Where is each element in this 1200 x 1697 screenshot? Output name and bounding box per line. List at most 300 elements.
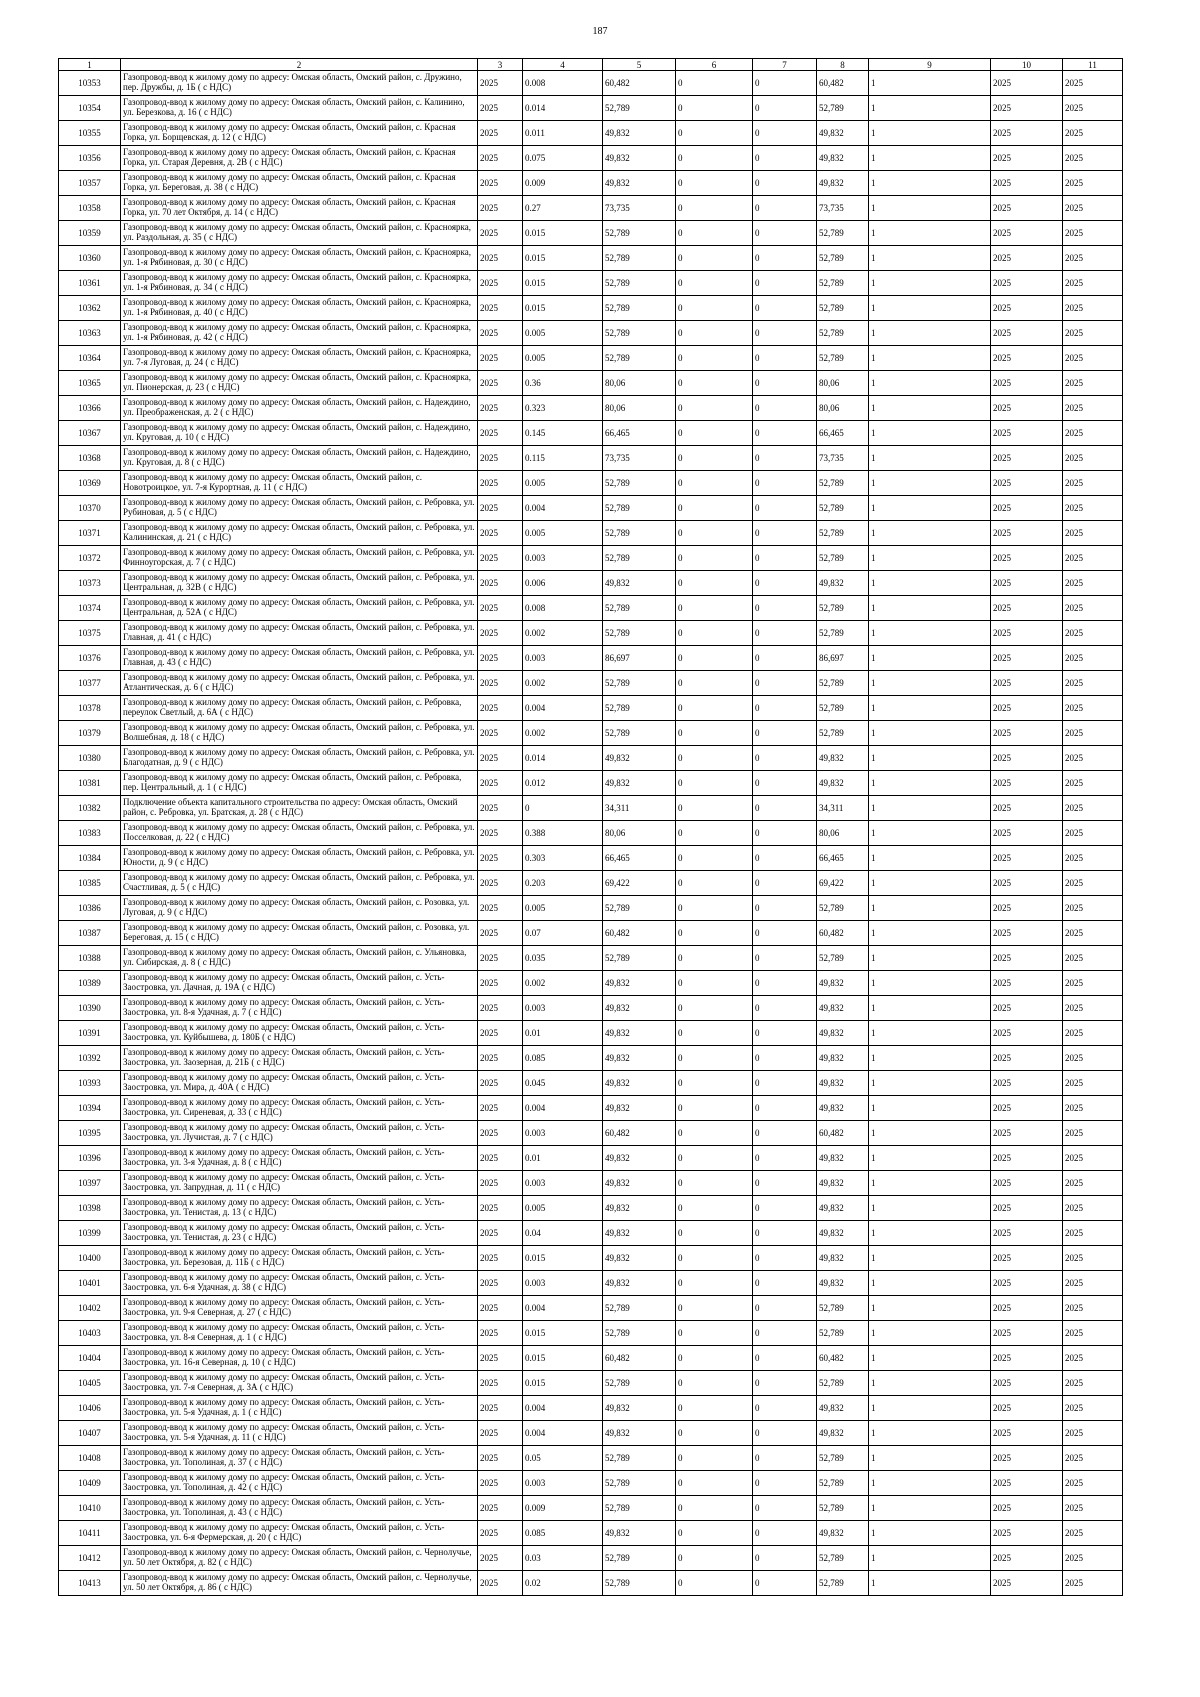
- cell-col-3: 2025: [478, 1396, 523, 1421]
- column-header-4: 4: [523, 59, 603, 71]
- cell-object-name: Газопровод-ввод к жилому дому по адресу: Омская область, Омский район, с. Усть-Заостровка, ул. Дачная, д. 19А ( с НДС): [121, 971, 478, 996]
- table-row: [59, 821, 1123, 846]
- cell-col-8: 52,789: [817, 296, 869, 321]
- cell-col-6: 0: [676, 996, 753, 1021]
- table-row: [59, 696, 1123, 721]
- cell-col-11: 2025: [1063, 1396, 1123, 1421]
- cell-row-number: 10362: [59, 296, 121, 321]
- cell-col-6: 0: [676, 346, 753, 371]
- cell-col-11: 2025: [1063, 1146, 1123, 1171]
- cell-object-name: Газопровод-ввод к жилому дому по адресу: Омская область, Омский район, с. Усть-Заостровка, ул. 8-я Северная, д. 1 ( с НДС): [121, 1321, 478, 1346]
- cell-col-5: 60,482: [603, 921, 676, 946]
- column-header-2: 2: [121, 59, 478, 71]
- cell-col-10: 2025: [991, 1371, 1063, 1396]
- cell-row-number: 10388: [59, 946, 121, 971]
- cell-row-number: 10370: [59, 496, 121, 521]
- cell-col-8: 66,465: [817, 421, 869, 446]
- cell-col-4: 0.075: [523, 146, 603, 171]
- cell-col-3: 2025: [478, 1421, 523, 1446]
- cell-col-8: 52,789: [817, 671, 869, 696]
- cell-row-number: 10410: [59, 1496, 121, 1521]
- cell-col-5: 49,832: [603, 1246, 676, 1271]
- cell-col-10: 2025: [991, 1196, 1063, 1221]
- cell-col-6: 0: [676, 421, 753, 446]
- cell-col-4: 0.303: [523, 846, 603, 871]
- cell-col-9: 1: [869, 1171, 991, 1196]
- cell-row-number: 10366: [59, 396, 121, 421]
- cell-col-4: 0.004: [523, 696, 603, 721]
- cell-col-9: 1: [869, 1396, 991, 1421]
- cell-col-4: 0.323: [523, 396, 603, 421]
- cell-object-name: Газопровод-ввод к жилому дому по адресу: Омская область, Омский район, с. Розовка, ул. Луговая, д. 9 ( с НДС): [121, 896, 478, 921]
- cell-col-11: 2025: [1063, 546, 1123, 571]
- cell-col-3: 2025: [478, 1246, 523, 1271]
- cell-row-number: 10407: [59, 1421, 121, 1446]
- cell-col-10: 2025: [991, 346, 1063, 371]
- cell-col-5: 49,832: [603, 996, 676, 1021]
- cell-col-3: 2025: [478, 346, 523, 371]
- cell-col-6: 0: [676, 321, 753, 346]
- cell-col-8: 52,789: [817, 346, 869, 371]
- cell-row-number: 10397: [59, 1171, 121, 1196]
- cell-col-6: 0: [676, 1546, 753, 1571]
- cell-col-4: 0.03: [523, 1546, 603, 1571]
- cell-col-5: 52,789: [603, 1546, 676, 1571]
- cell-col-9: 1: [869, 1571, 991, 1596]
- cell-col-4: 0.145: [523, 421, 603, 446]
- cell-col-6: 0: [676, 521, 753, 546]
- cell-col-8: 80,06: [817, 821, 869, 846]
- cell-col-4: 0.36: [523, 371, 603, 396]
- cell-col-4: 0.004: [523, 1421, 603, 1446]
- cell-col-8: 49,832: [817, 1021, 869, 1046]
- cell-col-7: 0: [753, 821, 817, 846]
- cell-col-11: 2025: [1063, 1471, 1123, 1496]
- cell-col-4: 0: [523, 796, 603, 821]
- cell-col-7: 0: [753, 896, 817, 921]
- cell-col-10: 2025: [991, 1096, 1063, 1121]
- cell-col-9: 1: [869, 671, 991, 696]
- cell-col-11: 2025: [1063, 871, 1123, 896]
- cell-col-10: 2025: [991, 121, 1063, 146]
- cell-col-4: 0.004: [523, 1096, 603, 1121]
- cell-col-4: 0.002: [523, 971, 603, 996]
- cell-col-11: 2025: [1063, 321, 1123, 346]
- cell-col-7: 0: [753, 646, 817, 671]
- cell-col-3: 2025: [478, 571, 523, 596]
- cell-col-10: 2025: [991, 1496, 1063, 1521]
- cell-col-3: 2025: [478, 546, 523, 571]
- cell-col-5: 49,832: [603, 121, 676, 146]
- cell-object-name: Газопровод-ввод к жилому дому по адресу: Омская область, Омский район, с. Усть-Заостровка, ул. Куйбышева, д. 180Б ( с НДС): [121, 1021, 478, 1046]
- cell-row-number: 10360: [59, 246, 121, 271]
- cell-col-8: 60,482: [817, 71, 869, 96]
- cell-col-7: 0: [753, 921, 817, 946]
- cell-row-number: 10358: [59, 196, 121, 221]
- cell-col-6: 0: [676, 1046, 753, 1071]
- cell-col-10: 2025: [991, 221, 1063, 246]
- cell-col-6: 0: [676, 896, 753, 921]
- cell-col-7: 0: [753, 1346, 817, 1371]
- cell-col-11: 2025: [1063, 846, 1123, 871]
- cell-col-4: 0.004: [523, 1296, 603, 1321]
- cell-col-9: 1: [869, 1246, 991, 1271]
- table-row: [59, 746, 1123, 771]
- cell-col-4: 0.203: [523, 871, 603, 896]
- cell-col-8: 52,789: [817, 1321, 869, 1346]
- cell-col-8: 49,832: [817, 971, 869, 996]
- cell-col-8: 49,832: [817, 146, 869, 171]
- cell-col-7: 0: [753, 221, 817, 246]
- cell-col-6: 0: [676, 246, 753, 271]
- table-header: [59, 59, 1123, 71]
- cell-col-10: 2025: [991, 1121, 1063, 1146]
- cell-col-11: 2025: [1063, 396, 1123, 421]
- cell-col-3: 2025: [478, 421, 523, 446]
- cell-col-9: 1: [869, 1021, 991, 1046]
- cell-col-8: 52,789: [817, 721, 869, 746]
- cell-col-6: 0: [676, 1121, 753, 1146]
- cell-object-name: Газопровод-ввод к жилому дому по адресу: Омская область, Омский район, с. Красная Горка, ул. Старая Деревня, д. 2В ( с НДС): [121, 146, 478, 171]
- table-row: [59, 71, 1123, 96]
- cell-col-11: 2025: [1063, 1371, 1123, 1396]
- cell-row-number: 10382: [59, 796, 121, 821]
- cell-object-name: Газопровод-ввод к жилому дому по адресу: Омская область, Омский район, с. Усть-Заостровка, ул. Тенистая, д. 13 ( с НДС): [121, 1196, 478, 1221]
- cell-col-10: 2025: [991, 771, 1063, 796]
- cell-col-3: 2025: [478, 246, 523, 271]
- cell-col-3: 2025: [478, 121, 523, 146]
- cell-object-name: Газопровод-ввод к жилому дому по адресу: Омская область, Омский район, с. Ребровка, пер. Центральный, д. 1 ( с НДС): [121, 771, 478, 796]
- cell-col-9: 1: [869, 596, 991, 621]
- cell-col-9: 1: [869, 1221, 991, 1246]
- cell-col-8: 60,482: [817, 1121, 869, 1146]
- cell-col-11: 2025: [1063, 421, 1123, 446]
- cell-col-3: 2025: [478, 1296, 523, 1321]
- cell-col-11: 2025: [1063, 996, 1123, 1021]
- cell-col-6: 0: [676, 221, 753, 246]
- cell-row-number: 10408: [59, 1446, 121, 1471]
- cell-col-6: 0: [676, 471, 753, 496]
- cell-row-number: 10381: [59, 771, 121, 796]
- cell-col-8: 52,789: [817, 1371, 869, 1396]
- cell-col-7: 0: [753, 996, 817, 1021]
- cell-col-7: 0: [753, 471, 817, 496]
- cell-col-6: 0: [676, 396, 753, 421]
- cell-object-name: Газопровод-ввод к жилому дому по адресу: Омская область, Омский район, с. Ребровка, ул. Финноугорская, д. 7 ( с НДС): [121, 546, 478, 571]
- cell-col-7: 0: [753, 971, 817, 996]
- cell-object-name: Газопровод-ввод к жилому дому по адресу: Омская область, Омский район, с. Усть-Заостровка, ул. Тополиная, д. 42 ( с НДС): [121, 1471, 478, 1496]
- cell-col-8: 49,832: [817, 1421, 869, 1446]
- cell-col-11: 2025: [1063, 1521, 1123, 1546]
- cell-col-4: 0.045: [523, 1071, 603, 1096]
- cell-col-4: 0.012: [523, 771, 603, 796]
- cell-row-number: 10374: [59, 596, 121, 621]
- cell-col-10: 2025: [991, 146, 1063, 171]
- cell-row-number: 10377: [59, 671, 121, 696]
- cell-col-7: 0: [753, 946, 817, 971]
- table-row: [59, 446, 1123, 471]
- cell-col-9: 1: [869, 1146, 991, 1171]
- cell-object-name: Газопровод-ввод к жилому дому по адресу: Омская область, Омский район, с. Усть-Заостровка, ул. 9-я Северная, д. 27 ( с НДС): [121, 1296, 478, 1321]
- cell-object-name: Газопровод-ввод к жилому дому по адресу: Омская область, Омский район, с. Усть-Заостровка, ул. Тополиная, д. 43 ( с НДС): [121, 1496, 478, 1521]
- cell-col-6: 0: [676, 1196, 753, 1221]
- column-header-8: 8: [817, 59, 869, 71]
- cell-object-name: Подключение объекта капитального строительства по адресу: Омская область, Омский район, с. Ребровка, ул. Братская, д. 28 ( с НДС): [121, 796, 478, 821]
- cell-col-6: 0: [676, 371, 753, 396]
- cell-col-3: 2025: [478, 1121, 523, 1146]
- cell-row-number: 10373: [59, 571, 121, 596]
- cell-col-5: 52,789: [603, 271, 676, 296]
- cell-col-7: 0: [753, 696, 817, 721]
- cell-col-9: 1: [869, 546, 991, 571]
- table-row: [59, 496, 1123, 521]
- cell-col-9: 1: [869, 521, 991, 546]
- cell-col-3: 2025: [478, 1446, 523, 1471]
- table-row: [59, 1071, 1123, 1096]
- cell-col-3: 2025: [478, 871, 523, 896]
- cell-col-8: 52,789: [817, 271, 869, 296]
- cell-col-7: 0: [753, 1321, 817, 1346]
- cell-col-10: 2025: [991, 496, 1063, 521]
- cell-col-10: 2025: [991, 1546, 1063, 1571]
- cell-col-9: 1: [869, 996, 991, 1021]
- cell-col-10: 2025: [991, 246, 1063, 271]
- table-row: [59, 171, 1123, 196]
- cell-col-3: 2025: [478, 1496, 523, 1521]
- cell-row-number: 10379: [59, 721, 121, 746]
- cell-col-9: 1: [869, 696, 991, 721]
- cell-col-5: 49,832: [603, 1396, 676, 1421]
- cell-col-6: 0: [676, 721, 753, 746]
- cell-row-number: 10413: [59, 1571, 121, 1596]
- cell-col-6: 0: [676, 796, 753, 821]
- cell-col-11: 2025: [1063, 946, 1123, 971]
- cell-col-10: 2025: [991, 96, 1063, 121]
- cell-col-11: 2025: [1063, 1346, 1123, 1371]
- cell-col-9: 1: [869, 1321, 991, 1346]
- table-row: [59, 871, 1123, 896]
- cell-col-4: 0.004: [523, 1396, 603, 1421]
- cell-col-9: 1: [869, 1071, 991, 1096]
- cell-col-11: 2025: [1063, 971, 1123, 996]
- column-header-1: 1: [59, 59, 121, 71]
- cell-col-9: 1: [869, 1096, 991, 1121]
- table-row: [59, 371, 1123, 396]
- cell-col-9: 1: [869, 1271, 991, 1296]
- cell-col-11: 2025: [1063, 1171, 1123, 1196]
- cell-col-6: 0: [676, 71, 753, 96]
- cell-col-6: 0: [676, 646, 753, 671]
- cell-col-7: 0: [753, 1046, 817, 1071]
- cell-col-10: 2025: [991, 946, 1063, 971]
- cell-col-6: 0: [676, 1571, 753, 1596]
- cell-col-4: 0.008: [523, 71, 603, 96]
- cell-row-number: 10393: [59, 1071, 121, 1096]
- cell-col-3: 2025: [478, 96, 523, 121]
- cell-col-9: 1: [869, 121, 991, 146]
- cell-col-4: 0.02: [523, 1571, 603, 1596]
- table-row: [59, 1521, 1123, 1546]
- cell-col-4: 0.014: [523, 96, 603, 121]
- page-number: 187: [592, 26, 608, 37]
- cell-col-9: 1: [869, 171, 991, 196]
- cell-col-7: 0: [753, 1171, 817, 1196]
- cell-row-number: 10378: [59, 696, 121, 721]
- cell-col-7: 0: [753, 1096, 817, 1121]
- cell-col-5: 49,832: [603, 1046, 676, 1071]
- cell-col-7: 0: [753, 1471, 817, 1496]
- cell-row-number: 10368: [59, 446, 121, 471]
- cell-col-8: 52,789: [817, 1496, 869, 1521]
- cell-col-8: 69,422: [817, 871, 869, 896]
- cell-object-name: Газопровод-ввод к жилому дому по адресу: Омская область, Омский район, с. Ребровка, ул. Волшебная, д. 18 ( с НДС): [121, 721, 478, 746]
- cell-col-8: 52,789: [817, 471, 869, 496]
- cell-col-8: 49,832: [817, 1146, 869, 1171]
- cell-col-7: 0: [753, 1271, 817, 1296]
- cell-col-5: 52,789: [603, 296, 676, 321]
- cell-col-6: 0: [676, 846, 753, 871]
- cell-col-5: 60,482: [603, 71, 676, 96]
- cell-col-10: 2025: [991, 621, 1063, 646]
- table-row: [59, 1221, 1123, 1246]
- cell-col-3: 2025: [478, 721, 523, 746]
- cell-row-number: 10375: [59, 621, 121, 646]
- cell-col-10: 2025: [991, 1221, 1063, 1246]
- cell-col-8: 49,832: [817, 1171, 869, 1196]
- cell-col-10: 2025: [991, 871, 1063, 896]
- cell-col-4: 0.011: [523, 121, 603, 146]
- cell-col-8: 52,789: [817, 221, 869, 246]
- cell-object-name: Газопровод-ввод к жилому дому по адресу: Омская область, Омский район, с. Усть-Заостровка, ул. 5-я Удачная, д. 11 ( с НДС): [121, 1421, 478, 1446]
- table-row: [59, 1096, 1123, 1121]
- cell-col-3: 2025: [478, 496, 523, 521]
- cell-col-8: 66,465: [817, 846, 869, 871]
- table-row: [59, 221, 1123, 246]
- cell-col-9: 1: [869, 1371, 991, 1396]
- cell-col-6: 0: [676, 771, 753, 796]
- cell-col-3: 2025: [478, 1021, 523, 1046]
- cell-col-11: 2025: [1063, 1421, 1123, 1446]
- cell-object-name: Газопровод-ввод к жилому дому по адресу: Омская область, Омский район, с. Дружино, пер. Дружбы, д. 1Б ( с НДС): [121, 71, 478, 96]
- cell-object-name: Газопровод-ввод к жилому дому по адресу: Омская область, Омский район, с. Чернолучье, ул. 50 лет Октября, д. 86 ( с НДС): [121, 1571, 478, 1596]
- cell-col-3: 2025: [478, 946, 523, 971]
- table-row: [59, 646, 1123, 671]
- cell-object-name: Газопровод-ввод к жилому дому по адресу: Омская область, Омский район, с. Усть-Заостровка, ул. Березовая, д. 11Б ( с НДС): [121, 1246, 478, 1271]
- cell-col-4: 0.003: [523, 1471, 603, 1496]
- table-row: [59, 1421, 1123, 1446]
- cell-col-10: 2025: [991, 371, 1063, 396]
- cell-col-8: 49,832: [817, 571, 869, 596]
- cell-col-7: 0: [753, 271, 817, 296]
- cell-col-5: 49,832: [603, 146, 676, 171]
- cell-col-10: 2025: [991, 196, 1063, 221]
- table-row: [59, 1296, 1123, 1321]
- cell-col-4: 0.05: [523, 1446, 603, 1471]
- cell-col-4: 0.005: [523, 521, 603, 546]
- column-header-9: 9: [869, 59, 991, 71]
- cell-col-7: 0: [753, 446, 817, 471]
- cell-col-10: 2025: [991, 796, 1063, 821]
- table-row: [59, 521, 1123, 546]
- cell-col-10: 2025: [991, 471, 1063, 496]
- cell-col-11: 2025: [1063, 921, 1123, 946]
- cell-col-6: 0: [676, 596, 753, 621]
- cell-col-9: 1: [869, 1346, 991, 1371]
- cell-col-8: 52,789: [817, 1571, 869, 1596]
- cell-col-5: 49,832: [603, 1521, 676, 1546]
- cell-col-3: 2025: [478, 396, 523, 421]
- table-row: [59, 1371, 1123, 1396]
- cell-object-name: Газопровод-ввод к жилому дому по адресу: Омская область, Омский район, с. Красноярка, ул. 1-я Рябиновая, д. 42 ( с НДС): [121, 321, 478, 346]
- cell-row-number: 10383: [59, 821, 121, 846]
- cell-col-9: 1: [869, 1521, 991, 1546]
- cell-col-11: 2025: [1063, 1021, 1123, 1046]
- cell-object-name: Газопровод-ввод к жилому дому по адресу: Омская область, Омский район, с. Усть-Заостровка, ул. 16-я Северная, д. 10 ( с НДС): [121, 1346, 478, 1371]
- cell-row-number: 10411: [59, 1521, 121, 1546]
- cell-row-number: 10357: [59, 171, 121, 196]
- cell-col-5: 52,789: [603, 596, 676, 621]
- cell-col-5: 69,422: [603, 871, 676, 896]
- cell-col-11: 2025: [1063, 721, 1123, 746]
- cell-col-4: 0.115: [523, 446, 603, 471]
- cell-col-11: 2025: [1063, 121, 1123, 146]
- cell-col-11: 2025: [1063, 521, 1123, 546]
- cell-col-8: 60,482: [817, 1346, 869, 1371]
- cell-col-6: 0: [676, 1071, 753, 1096]
- cell-col-4: 0.005: [523, 321, 603, 346]
- cell-col-8: 49,832: [817, 1521, 869, 1546]
- column-header-3: 3: [478, 59, 523, 71]
- cell-col-9: 1: [869, 1496, 991, 1521]
- cell-col-5: 49,832: [603, 1171, 676, 1196]
- cell-col-8: 52,789: [817, 1471, 869, 1496]
- cell-col-8: 73,735: [817, 446, 869, 471]
- cell-col-5: 52,789: [603, 521, 676, 546]
- cell-object-name: Газопровод-ввод к жилому дому по адресу: Омская область, Омский район, с. Ребровка, переулок Светлый, д. 6А ( с НДС): [121, 696, 478, 721]
- cell-col-5: 52,789: [603, 1321, 676, 1346]
- cell-col-10: 2025: [991, 71, 1063, 96]
- cell-col-11: 2025: [1063, 1546, 1123, 1571]
- cell-col-3: 2025: [478, 646, 523, 671]
- cell-col-10: 2025: [991, 546, 1063, 571]
- cell-row-number: 10385: [59, 871, 121, 896]
- cell-col-3: 2025: [478, 296, 523, 321]
- cell-col-5: 52,789: [603, 696, 676, 721]
- cell-col-4: 0.085: [523, 1046, 603, 1071]
- cell-col-9: 1: [869, 871, 991, 896]
- cell-col-4: 0.003: [523, 1271, 603, 1296]
- cell-col-5: 52,789: [603, 721, 676, 746]
- cell-object-name: Газопровод-ввод к жилому дому по адресу: Омская область, Омский район, с. Усть-Заостровка, ул. Сиреневая, д. 33 ( с НДС): [121, 1096, 478, 1121]
- cell-col-6: 0: [676, 121, 753, 146]
- cell-col-4: 0.005: [523, 896, 603, 921]
- cell-object-name: Газопровод-ввод к жилому дому по адресу: Омская область, Омский район, с. Надеждино, ул. Преображенская, д. 2 ( с НДС): [121, 396, 478, 421]
- cell-col-10: 2025: [991, 1046, 1063, 1071]
- cell-col-3: 2025: [478, 796, 523, 821]
- cell-col-3: 2025: [478, 771, 523, 796]
- cell-col-6: 0: [676, 621, 753, 646]
- cell-col-10: 2025: [991, 846, 1063, 871]
- cell-col-4: 0.015: [523, 1371, 603, 1396]
- cell-col-9: 1: [869, 921, 991, 946]
- cell-col-4: 0.015: [523, 246, 603, 271]
- cell-col-10: 2025: [991, 521, 1063, 546]
- header-row: [59, 59, 1123, 71]
- cell-col-5: 80,06: [603, 821, 676, 846]
- cell-col-7: 0: [753, 571, 817, 596]
- cell-col-11: 2025: [1063, 146, 1123, 171]
- cell-col-3: 2025: [478, 896, 523, 921]
